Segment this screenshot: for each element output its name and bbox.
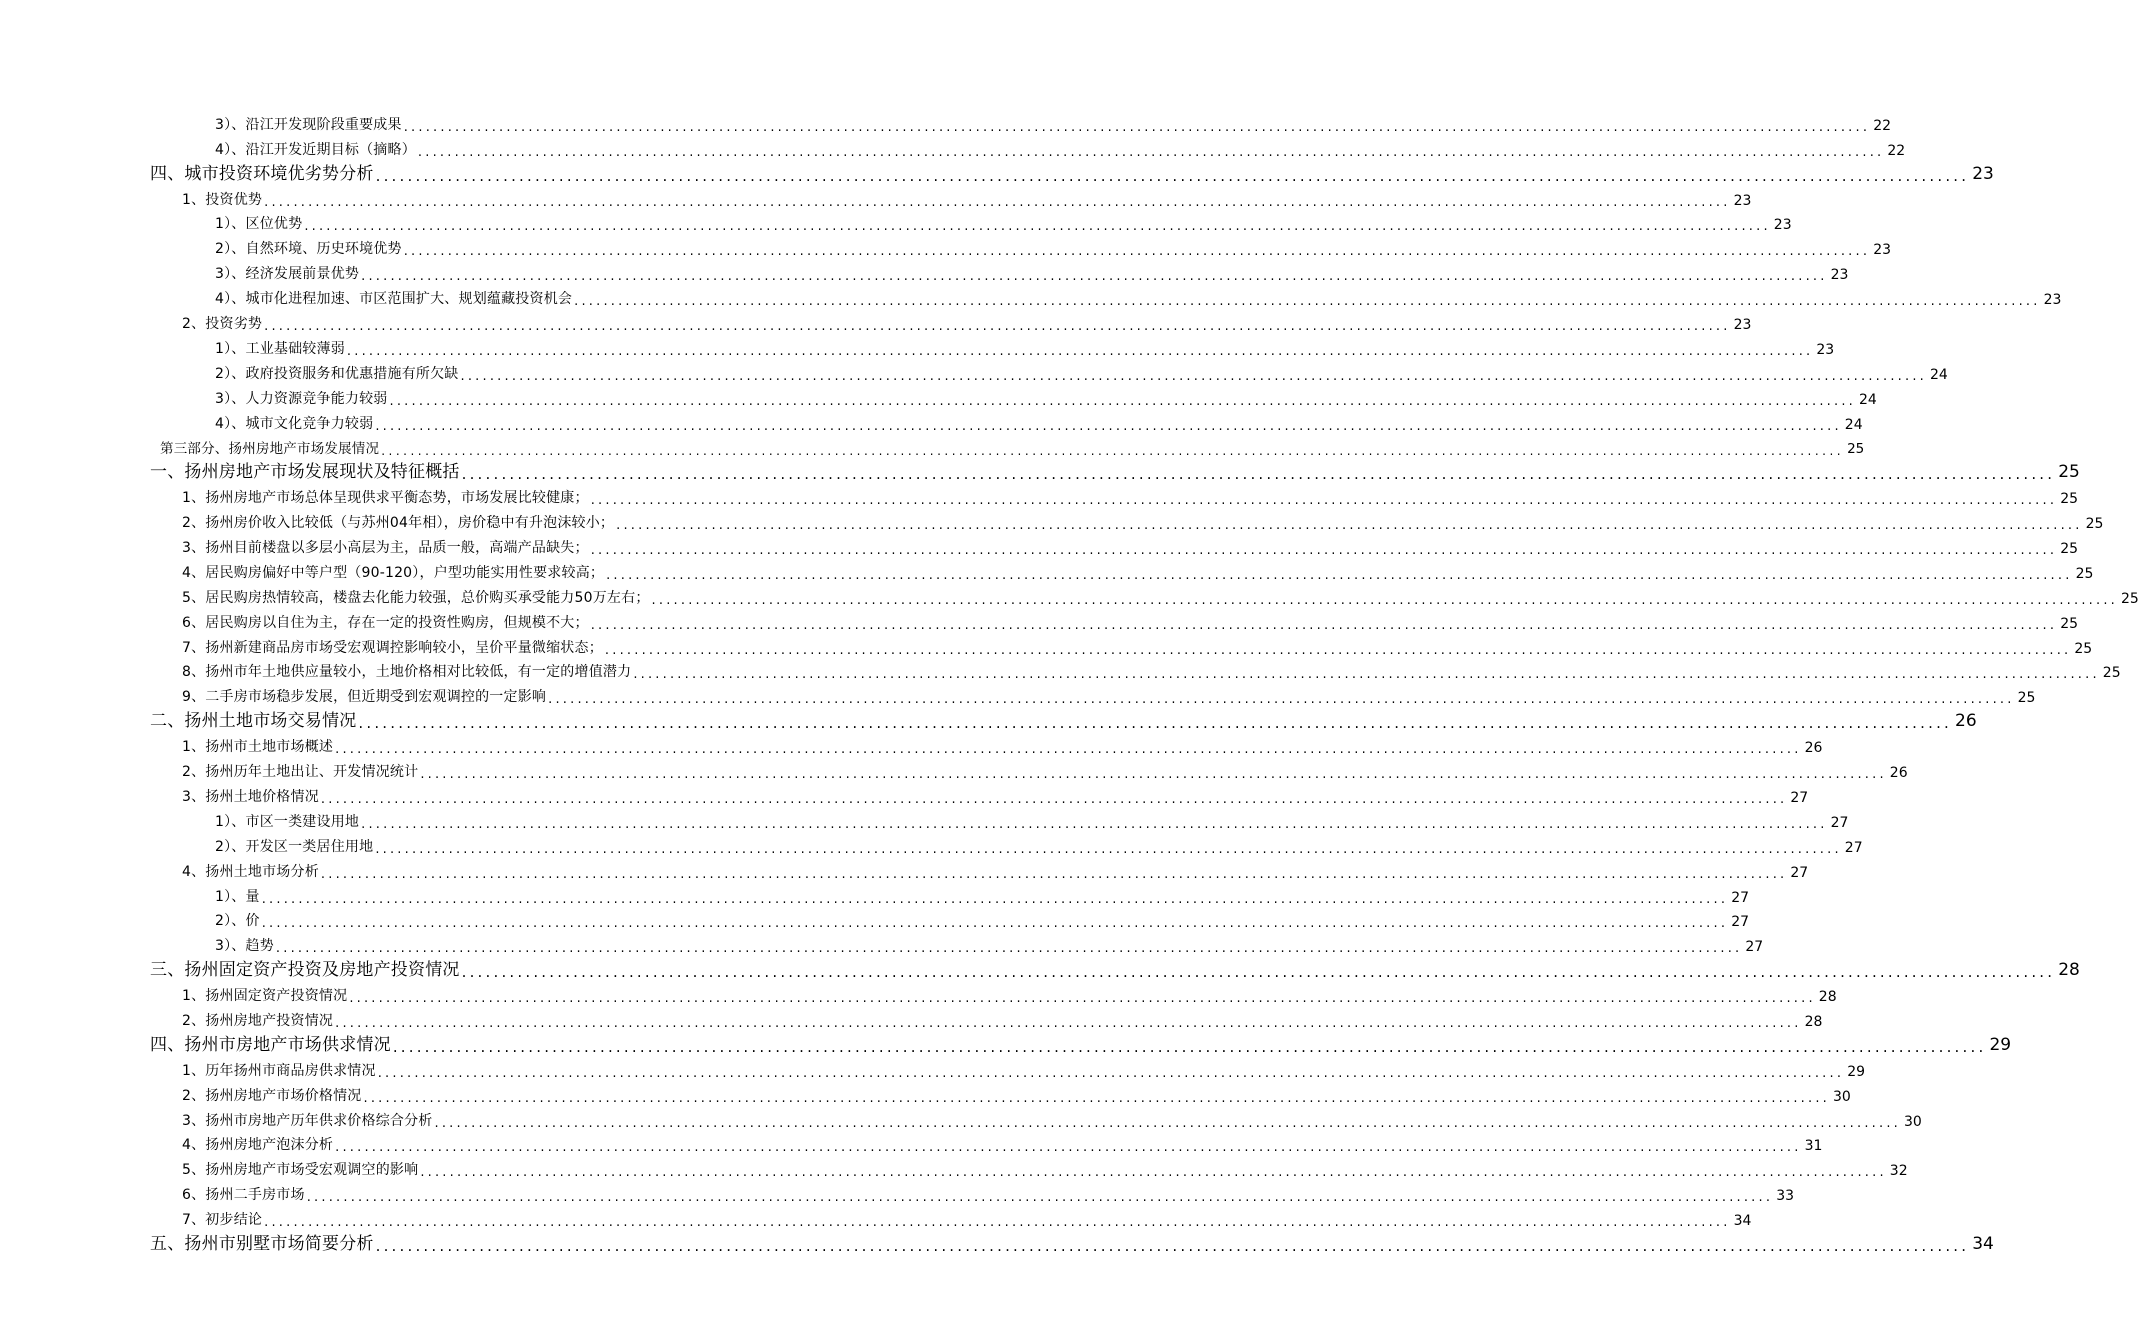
toc-entry-page-number: 24 [1844,416,1863,433]
toc-entry-page-number: 32 [1889,1163,1908,1180]
toc-entry-page-number: 26 [1889,765,1908,782]
toc-entry-page-number: 26 [1955,711,1977,732]
toc-entry-label: 7、扬州新建商品房市场受宏观调控影响较小，呈价平量微缩状态； [182,639,603,656]
toc-entry-label: 4、扬州房地产泡沫分析 [182,1137,334,1154]
toc-entry-label: 3）、人力资源竞争能力较弱 [215,390,388,407]
toc-entry-label: 四、扬州市房地产市场供求情况 [150,1034,391,1055]
toc-entry-label: 五、扬州市别墅市场简要分析 [150,1233,374,1254]
toc-entry-page-number: 25 [1847,441,1865,458]
toc-dot-leader: ........................................................................................................................................................................................................ [377,1065,1845,1081]
toc-entry-label: 3、扬州市房地产历年供求价格综合分析 [182,1112,433,1129]
toc-dot-leader: ........................................................................................................................................................................................................ [461,963,2056,982]
toc-entry-label: 4、扬州土地市场分析 [182,863,319,880]
toc-entry-page-number: 27 [1731,914,1750,931]
toc-entry[interactable] [0,610,2079,635]
toc-entry[interactable] [0,261,1849,286]
toc-dot-leader: ........................................................................................................................................................................................................ [548,692,2015,708]
toc-dot-leader: ........................................................................................................................................................................................................ [590,493,2058,509]
toc-entry-label: 一、扬州房地产市场发展现状及特征概括 [150,462,460,483]
toc-entry-label: 6、扬州二手房市场 [182,1187,305,1204]
toc-entry-label: 二、扬州土地市场交易情况 [150,711,357,732]
toc-entry[interactable] [0,709,1977,734]
toc-entry-label: 2）、政府投资服务和优惠措施有所欠缺 [215,365,459,382]
toc-entry[interactable] [0,734,1823,759]
toc-dot-leader: ........................................................................................................................................................................................................ [320,866,1788,882]
toc-entry-label: 9、二手房市场稳步发展，但近期受到宏观调控的一定影响 [182,689,547,706]
toc-entry-label: 2、扬州房地产市场价格情况 [182,1087,362,1104]
toc-entry-label: 1）、工业基础较薄弱 [215,340,345,357]
toc-entry-label: 1、扬州房地产市场总体呈现供求平衡态势，市场发展比较健康； [182,490,589,507]
toc-entry-page-number: 30 [1903,1113,1922,1130]
toc-dot-leader: ........................................................................................................................................................................................................ [320,791,1788,807]
toc-entry-page-number: 27 [1830,814,1849,831]
toc-entry-label: 3、扬州土地价格情况 [182,788,319,805]
toc-entry-page-number: 22 [1887,142,1906,159]
toc-dot-leader: ........................................................................................................................................................................................................ [616,518,2083,534]
toc-entry-page-number: 27 [1745,939,1764,956]
toc-entry-page-number: 25 [2075,565,2094,582]
toc-entry-label: 2、扬州历年土地出让、开发情况统计 [182,764,419,781]
toc-dot-leader: ........................................................................................................................................................................................................ [363,1090,1830,1106]
toc-dot-leader: ........................................................................................................................................................................................................ [375,166,1970,185]
toc-dot-leader: ........................................................................................................................................................................................................ [304,219,1771,235]
toc-entry[interactable] [0,1232,1994,1257]
toc-entry-page-number: 23 [1972,163,1994,184]
toc-entry[interactable] [0,162,1994,187]
toc-entry[interactable] [0,1207,1752,1232]
toc-dot-leader: ........................................................................................................................................................................................................ [389,393,1856,409]
toc-dot-leader: ........................................................................................................................................................................................................ [335,742,1802,758]
toc-entry-page-number: 23 [1733,192,1752,209]
toc-entry-label: 2）、价 [215,913,260,930]
toc-entry-page-number: 23 [1830,267,1849,284]
toc-dot-leader: ........................................................................................................................................................................................................ [606,567,2073,583]
toc-dot-leader: ........................................................................................................................................................................................................ [261,891,1729,907]
toc-entry-page-number: 23 [1816,341,1835,358]
toc-entry-page-number: 27 [1731,889,1750,906]
toc-dot-leader: ........................................................................................................................................................................................................ [590,543,2058,559]
toc-entry[interactable] [0,137,1906,162]
toc-entry-page-number: 30 [1832,1088,1851,1105]
toc-entry[interactable] [0,909,1750,934]
toc-entry-page-number: 24 [1929,366,1948,383]
toc-entry-page-number: 33 [1776,1188,1795,1205]
toc-dot-leader: ........................................................................................................................................................................................................ [275,941,1743,957]
toc-entry-label: 2、扬州房价收入比较低（与苏州04年相），房价稳中有升泡沫较小； [182,515,615,532]
toc-entry-page-number: 27 [1790,789,1809,806]
toc-entry-label: 8、扬州市年土地供应量较小，土地价格相对比较低，有一定的增值潜力 [182,664,632,681]
toc-entry[interactable] [0,809,1849,834]
toc-entry-page-number: 25 [2060,615,2079,632]
toc-entry-page-number: 28 [1804,1013,1823,1030]
toc-entry[interactable] [0,1058,1866,1083]
toc-entry-page-number: 25 [2102,665,2121,682]
toc-entry-label: 4）、城市文化竞争力较弱 [215,415,374,432]
toc-entry-page-number: 28 [2058,960,2080,981]
toc-entry-page-number: 28 [1818,989,1837,1006]
toc-entry[interactable] [0,535,2079,560]
toc-entry[interactable] [0,336,1835,361]
toc-entry[interactable] [0,1182,1795,1207]
toc-dot-leader: ........................................................................................................................................................................................................ [651,592,2118,608]
toc-dot-leader: ........................................................................................................................................................................................................ [420,1165,1887,1181]
toc-dot-leader: ........................................................................................................................................................................................................ [306,1190,1774,1206]
toc-entry[interactable] [0,485,2079,510]
toc-entry[interactable] [0,1008,1823,1033]
toc-dot-leader: ........................................................................................................................................................................................................ [604,642,2072,658]
toc-entry[interactable] [0,1133,1823,1158]
toc-entry[interactable] [0,884,1750,909]
toc-dot-leader: ........................................................................................................................................................................................................ [461,465,2056,484]
toc-entry-label: 5、扬州房地产市场受宏观调空的影响 [182,1162,419,1179]
toc-entry[interactable] [0,436,1865,461]
toc-dot-leader: ........................................................................................................................................................................................................ [358,714,1953,733]
toc-entry-label: 1、扬州固定资产投资情况 [182,988,348,1005]
toc-entry-label: 3）、趋势 [215,938,274,955]
toc-dot-leader: ........................................................................................................................................................................................................ [381,444,1845,459]
toc-dot-leader: ........................................................................................................................................................................................................ [335,1140,1802,1156]
toc-dot-leader: ........................................................................................................................................................................................................ [574,294,2041,310]
toc-entry[interactable] [0,834,1863,859]
toc-entry-page-number: 27 [1844,839,1863,856]
toc-entry-label: 6、居民购房以自住为主，存在一定的投资性购房，但规模不大； [182,614,589,631]
toc-entry[interactable] [0,1157,1908,1182]
toc-entry[interactable] [0,859,1809,884]
toc-dot-leader: ........................................................................................................................................................................................................ [349,991,1816,1007]
toc-entry-page-number: 25 [2060,541,2079,558]
toc-dot-leader: ........................................................................................................................................................................................................ [375,1236,1970,1255]
toc-entry-label: 2）、开发区一类居住用地 [215,838,374,855]
toc-entry-label: 1）、量 [215,888,260,905]
toc-entry-page-number: 25 [2017,690,2036,707]
toc-entry[interactable] [0,1108,1922,1133]
toc-entry[interactable] [0,660,2121,685]
toc-dot-leader: ........................................................................................................................................................................................................ [633,667,2100,683]
toc-dot-leader: ........................................................................................................................................................................................................ [460,368,1927,384]
toc-entry-page-number: 26 [1804,740,1823,757]
toc-dot-leader: ........................................................................................................................................................................................................ [264,194,1731,210]
toc-entry-label: 四、城市投资环境优劣势分析 [150,163,374,184]
toc-entry-page-number: 27 [1790,864,1809,881]
toc-entry-label: 3）、经济发展前景优势 [215,266,360,283]
toc-entry[interactable] [0,386,1877,411]
toc-entry-page-number: 24 [1858,391,1877,408]
toc-entry-label: 1）、市区一类建设用地 [215,813,360,830]
toc-entry-page-number: 25 [2085,516,2104,533]
toc-dot-leader: ........................................................................................................................................................................................................ [420,767,1887,783]
toc-dot-leader: ........................................................................................................................................................................................................ [403,119,1871,135]
toc-entry[interactable] [0,286,2062,311]
toc-dot-leader: ........................................................................................................................................................................................................ [590,617,2058,633]
toc-entry[interactable] [0,510,2104,535]
toc-entry[interactable] [0,187,1752,212]
toc-entry-page-number: 22 [1873,117,1892,134]
toc-entry[interactable] [0,212,1792,237]
toc-dot-leader: ........................................................................................................................................................................................................ [261,916,1729,932]
toc-entry[interactable] [0,411,1863,436]
toc-entry-label: 1、历年扬州市商品房供求情况 [182,1062,376,1079]
toc-entry[interactable] [0,684,2036,709]
toc-entry-page-number: 34 [1733,1213,1752,1230]
toc-dot-leader: ........................................................................................................................................................................................................ [361,269,1828,285]
toc-entry-page-number: 29 [1989,1034,2012,1055]
toc-entry-label: 1）、区位优势 [215,216,303,233]
toc-dot-leader: ........................................................................................................................................................................................................ [264,1215,1731,1231]
toc-entry-label: 3）、沿江开发现阶段重要成果 [215,116,402,133]
toc-entry-label: 1、扬州市土地市场概述 [182,739,334,756]
toc-entry-label: 4）、沿江开发近期目标（摘略） [215,141,416,158]
toc-dot-leader: ........................................................................................................................................................................................................ [346,343,1814,359]
table-of-contents [0,112,2139,1257]
toc-entry-label: 3、扬州目前楼盘以多层小高层为主，品质一般，高端产品缺失； [182,540,589,557]
toc-entry[interactable] [0,784,1809,809]
toc-entry-label: 2、扬州房地产投资情况 [182,1012,334,1029]
toc-entry[interactable] [0,1083,1851,1108]
toc-entry-label: 5、居民购房热情较高，楼盘去化能力较强，总价购买承受能力50万左右； [182,589,650,606]
toc-dot-leader: ........................................................................................................................................................................................................ [417,144,1885,160]
toc-entry[interactable] [0,1033,2012,1058]
toc-entry-label: 4）、城市化进程加速、市区范围扩大、规划蕴藏投资机会 [215,291,573,308]
toc-entry-label: 2）、自然环境、历史环境优势 [215,241,402,258]
toc-entry[interactable] [0,585,2139,610]
toc-entry-label: 7、初步结论 [182,1212,263,1229]
toc-entry[interactable] [0,361,1948,386]
toc-entry-page-number: 25 [2058,462,2080,483]
toc-entry-label: 4、居民购房偏好中等户型（90-120），户型功能实用性要求较高； [182,564,605,581]
toc-entry-page-number: 25 [2121,590,2139,607]
toc-entry-page-number: 25 [2060,491,2079,508]
toc-entry[interactable] [0,983,1837,1008]
toc-dot-leader: ........................................................................................................................................................................................................ [335,1015,1802,1031]
toc-entry-label: 三、扬州固定资产投资及房地产投资情况 [150,960,460,981]
toc-dot-leader: ........................................................................................................................................................................................................ [375,418,1842,434]
toc-entry[interactable] [0,311,1752,336]
toc-entry-page-number: 23 [1873,242,1892,259]
toc-entry[interactable] [0,236,1892,261]
toc-entry-page-number: 31 [1804,1138,1823,1155]
toc-entry[interactable] [0,560,2094,585]
toc-dot-leader: ........................................................................................................................................................................................................ [434,1115,1901,1131]
toc-entry[interactable] [0,635,2093,660]
toc-dot-leader: ........................................................................................................................................................................................................ [264,319,1731,335]
toc-entry-page-number: 23 [2043,292,2062,309]
toc-entry[interactable] [0,460,2080,485]
toc-dot-leader: ........................................................................................................................................................................................................ [361,816,1828,832]
toc-entry[interactable] [0,933,1764,958]
toc-entry-label: 1、投资优势 [182,191,263,208]
toc-entry-page-number: 23 [1733,317,1752,334]
toc-entry-label: 第三部分、扬州房地产市场发展情况 [160,441,380,458]
toc-dot-leader: ........................................................................................................................................................................................................ [403,244,1871,260]
toc-entry-label: 2、投资劣势 [182,316,263,333]
toc-entry-page-number: 25 [2074,640,2093,657]
toc-entry-page-number: 34 [1972,1233,1994,1254]
toc-dot-leader: ........................................................................................................................................................................................................ [375,841,1842,857]
toc-entry[interactable] [0,759,1908,784]
toc-entry-page-number: 29 [1847,1063,1866,1080]
toc-entry-page-number: 23 [1773,217,1792,234]
toc-entry[interactable] [0,112,1892,137]
toc-dot-leader: ........................................................................................................................................................................................................ [392,1037,1987,1056]
toc-entry[interactable] [0,958,2080,983]
